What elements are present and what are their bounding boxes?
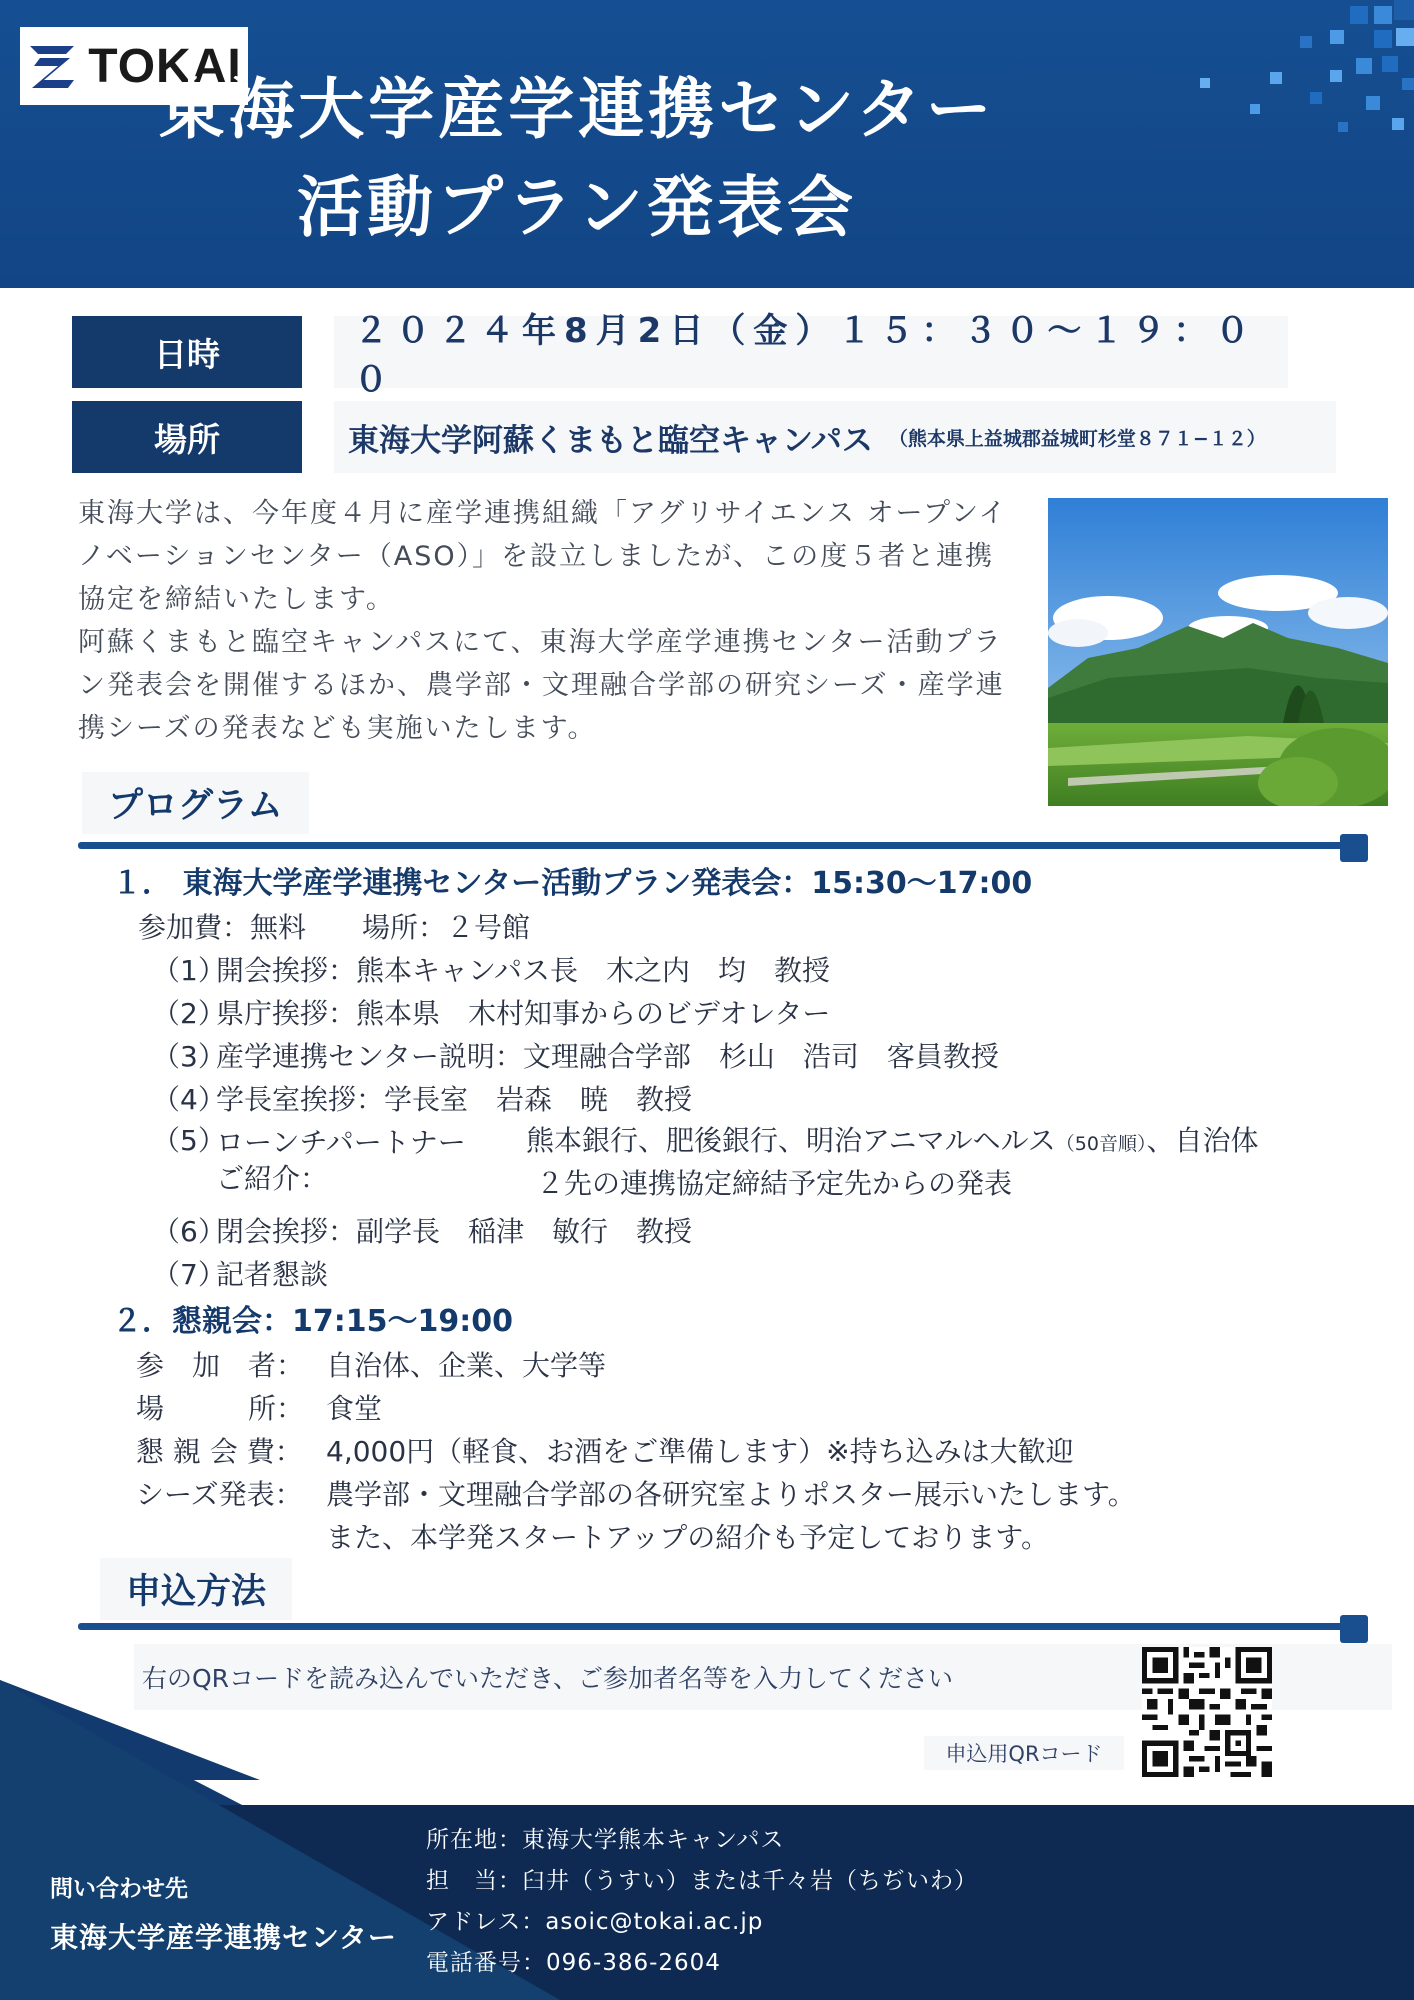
- item-number: （1）: [152, 954, 226, 987]
- apply-divider: [78, 1623, 1368, 1630]
- contact-organization: 東海大学産学連携センター: [50, 1921, 397, 1954]
- item-note: （50音順）: [1055, 1133, 1147, 1155]
- place-value: 東海大学阿蘇くまもと臨空キャンパス: [348, 422, 873, 459]
- detail-value: 農学部・文理融合学部の各研究室よりポスター展示いたします。: [326, 1478, 1136, 1511]
- detail-key: 場 所：: [136, 1392, 305, 1425]
- item-text: 産学連携センター説明：文理融合学部 杉山 浩司 客員教授: [216, 1040, 999, 1073]
- detail-value-line2: また、本学発スタートアップの紹介も予定しております。: [326, 1521, 1049, 1554]
- intro-paragraph-1: 東海大学は、今年度４月に産学連携組織「アグリサイエンス オープンイノベーションセンター（ASO）」を設立しましたが、この度５者と連携協定を締結いたします。: [78, 498, 1008, 615]
- logo-text: TOKAI: [88, 39, 242, 93]
- list-item: [112, 1253, 1402, 1296]
- item-number: （7）: [152, 1258, 226, 1291]
- item-text-block: [526, 1121, 1258, 1204]
- application-qr-code[interactable]: [1142, 1647, 1272, 1777]
- item-number: （5）: [152, 1124, 226, 1157]
- contact-person: 担 当：臼井（うすい）または千々岩（ちぢいわ）: [426, 1868, 978, 1894]
- item-text: 閉会挨拶：副学長 稲津 敏行 教授: [216, 1215, 693, 1248]
- intro-paragraph-2: 阿蘇くまもと臨空キャンパスにて、東海大学産学連携センター活動プラン発表会を開催するほか、農学部・文理融合学部の研究シーズ・産学連携シーズの発表なども実施いたします。: [78, 627, 1005, 744]
- date-box: [334, 311, 1288, 400]
- item-number: （3）: [152, 1040, 226, 1073]
- list-item: [112, 1121, 1402, 1210]
- list-item: [112, 949, 1402, 992]
- item-text: 記者懇談: [216, 1258, 329, 1291]
- item-text: 学長室挨拶：学長室 岩森 暁 教授: [216, 1083, 693, 1116]
- date-value: ２０２４年8月2日（金）１５：３０〜１９：００: [354, 311, 1258, 400]
- item-text-suffix: 、自治体: [1146, 1124, 1259, 1157]
- list-item: [112, 1078, 1402, 1121]
- contact-details: [426, 1820, 978, 1984]
- detail-key: 懇 親 会 費：: [136, 1435, 303, 1468]
- item-label: ローンチパートナー ご紹介：: [216, 1126, 466, 1195]
- contact-label: 問い合わせ先: [50, 1876, 188, 1902]
- item-number: （6）: [152, 1215, 226, 1248]
- detail-row: [112, 1387, 1402, 1430]
- place-box: [334, 401, 1336, 473]
- program-part1-meta: 参加費：無料 場所：２号館: [138, 911, 531, 944]
- detail-row: [112, 1473, 1402, 1559]
- place-address: （熊本県上益城郡益城町杉堂８７１−１２）: [888, 427, 1266, 450]
- program-part1-title: １． 東海大学産学連携センター活動プラン発表会：15:30〜17:00: [112, 866, 1033, 901]
- apply-heading: 申込方法: [100, 1558, 292, 1620]
- page-title-line2: 活動プラン発表会: [297, 169, 857, 246]
- item-text: 開会挨拶：熊本キャンパス長 木之内 均 教授: [216, 954, 831, 987]
- detail-key: シーズ発表：: [136, 1478, 303, 1511]
- program-divider: [78, 842, 1368, 849]
- item-text: 熊本銀行、肥後銀行、明治アニマルヘルス: [526, 1124, 1056, 1157]
- date-label: 日時: [72, 316, 302, 388]
- contact-phone[interactable]: 電話番号：096-386-2604: [426, 1950, 721, 1976]
- program-divider-end: [1340, 834, 1368, 862]
- place-label: 場所: [72, 401, 302, 473]
- apply-divider-end: [1340, 1615, 1368, 1643]
- contact-location: 所在地：東海大学熊本キャンパス: [426, 1827, 785, 1853]
- item-text: 県庁挨拶：熊本県 木村知事からのビデオレター: [216, 997, 831, 1030]
- program-section: [112, 862, 1402, 1559]
- page-title-line1: 東海大学産学連携センター: [158, 71, 996, 148]
- item-text-line2: ２先の連携協定締結予定先からの発表: [536, 1167, 1013, 1200]
- qr-caption: 申込用QRコード: [924, 1736, 1124, 1770]
- detail-value: 4,000円（軽食、お酒をご準備します）※持ち込みは大歓迎: [326, 1435, 1074, 1468]
- detail-value: 自治体、企業、大学等: [326, 1349, 607, 1382]
- detail-row: [112, 1344, 1402, 1387]
- program-part2-title: ２．懇親会：17:15〜19:00: [112, 1304, 513, 1339]
- detail-row: [112, 1430, 1402, 1473]
- list-item: [112, 1035, 1402, 1078]
- apply-instruction: 右のQRコードを読み込んでいただき、ご参加者名等を入力してください: [142, 1664, 954, 1693]
- detail-value-block: [326, 1473, 1136, 1559]
- item-number: （2）: [152, 997, 226, 1030]
- detail-value: 食堂: [326, 1392, 383, 1425]
- list-item: [112, 1210, 1402, 1253]
- intro-text: [78, 492, 1018, 750]
- contact-email[interactable]: アドレス：asoic@tokai.ac.jp: [426, 1909, 764, 1935]
- campus-landscape-photo: [1048, 498, 1388, 806]
- list-item: [112, 992, 1402, 1035]
- detail-key: 参 加 者：: [136, 1349, 305, 1382]
- program-heading: プログラム: [82, 772, 309, 834]
- item-number: （4）: [152, 1083, 226, 1116]
